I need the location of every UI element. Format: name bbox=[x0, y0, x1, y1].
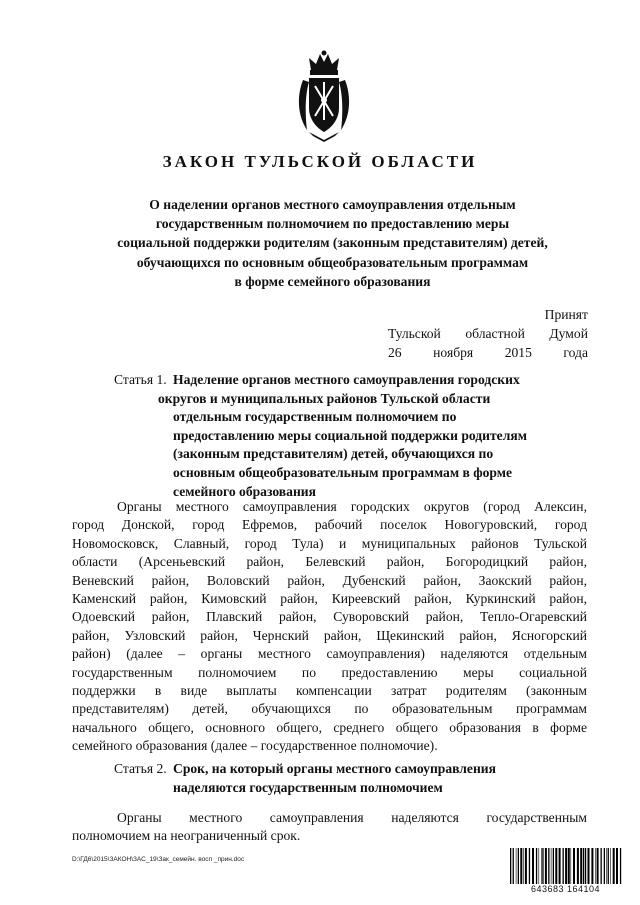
adoption-word: Думой bbox=[549, 326, 588, 341]
body-line: район) (далее – органы местного самоуправления) наделяются отдельным bbox=[72, 646, 587, 662]
tula-coat-of-arms-icon bbox=[295, 50, 353, 142]
article-title-line: отдельным государственным полномочием по bbox=[173, 409, 457, 425]
adoption-word: года bbox=[563, 345, 588, 360]
article-title-line: (законным представителям) детей, обучающихся по bbox=[173, 446, 494, 462]
article-title-line: наделяются государственным полномочием bbox=[173, 779, 443, 795]
subtitle-line: О наделении органов местного самоуправления отдельным bbox=[149, 197, 516, 212]
article-label: Статья 2. bbox=[114, 761, 167, 776]
subtitle-line: в форме семейного образования bbox=[234, 273, 431, 289]
body-line: район, Узловский район, Чернский район, Щекинский район, Ясногорский bbox=[72, 627, 587, 643]
body-line: начального общего, основного общего, среднего общего образования в форме bbox=[72, 719, 587, 735]
body-line: полномочием на неограниченный срок. bbox=[72, 828, 301, 844]
adoption-word: ноября bbox=[433, 345, 474, 360]
article-title-line: семейного образования bbox=[173, 483, 316, 499]
adoption-word: областной bbox=[465, 326, 525, 341]
adoption-word: 26 bbox=[388, 345, 402, 360]
adoption-line: Принят bbox=[544, 307, 588, 322]
law-subtitle bbox=[80, 195, 585, 291]
body-line: области (Арсеньевский район, Белевский район, Богородицкий район, bbox=[72, 554, 587, 570]
file-path: D:\ГД6\2015\ЗАКОН\ЗАС_19\Зак_семейн. восп _прин.doc bbox=[72, 856, 245, 863]
adoption-block bbox=[388, 305, 588, 362]
body-line: Новомосковск, Славный, город Тула) и муниципальных районов Тульской bbox=[72, 535, 587, 551]
article-title bbox=[158, 371, 527, 501]
article-title-line: Срок, на который органы местного самоуправления bbox=[173, 761, 496, 776]
article-title-line: основным общеобразовательным программам в форме bbox=[173, 464, 513, 480]
article-title bbox=[173, 760, 496, 797]
article-label: Статья 1. bbox=[114, 372, 167, 387]
article-title-line: Наделение органов местного самоуправления городских bbox=[173, 372, 520, 387]
law-title: ЗАКОН ТУЛЬСКОЙ ОБЛАСТИ bbox=[162, 152, 478, 171]
body-line: поддержки в виде выплаты компенсации затрат родителям (законным bbox=[72, 682, 587, 698]
body-line: государственным полномочием по предоставлению меры социальной bbox=[72, 664, 587, 680]
article-1-body bbox=[72, 498, 587, 755]
body-line: Веневский район, Воловский район, Дубенский район, Заокский район, bbox=[72, 572, 587, 588]
subtitle-line: государственным полномочием по предоставлению меры bbox=[155, 216, 510, 232]
body-line: Одоевский район, Плавский район, Суворовский район, Тепло-Огаревский bbox=[72, 609, 587, 625]
body-line: Каменский район, Кимовский район, Киреевский район, Куркинский район, bbox=[72, 590, 587, 606]
body-line: семейного образования (далее – государственное полномочие). bbox=[72, 738, 438, 754]
adoption-word: Тульской bbox=[388, 326, 441, 341]
barcode-icon bbox=[508, 848, 623, 884]
barcode-number: 643683 164104 bbox=[530, 884, 601, 894]
article-title-line: округов и муниципальных районов Тульской области bbox=[158, 390, 491, 406]
adoption-word: 2015 bbox=[504, 345, 532, 360]
body-line: представителям) детей, обучающихся по образовательным программам bbox=[72, 701, 587, 717]
article-2-body bbox=[72, 809, 587, 846]
body-line: город Донской, город Ефремов, рабочий поселок Новогуровский, город bbox=[72, 517, 587, 533]
body-line: Органы местного самоуправления городских округов (город Алексин, bbox=[117, 499, 587, 514]
article-title-line: предоставлению меры социальной поддержки родителям bbox=[173, 427, 527, 443]
subtitle-line: обучающихся по основным общеобразовательным программам bbox=[136, 254, 529, 270]
subtitle-line: социальной поддержки родителям (законным представителям) детей, bbox=[117, 235, 548, 251]
body-line: Органы местного самоуправления наделяются государственным bbox=[117, 810, 587, 825]
